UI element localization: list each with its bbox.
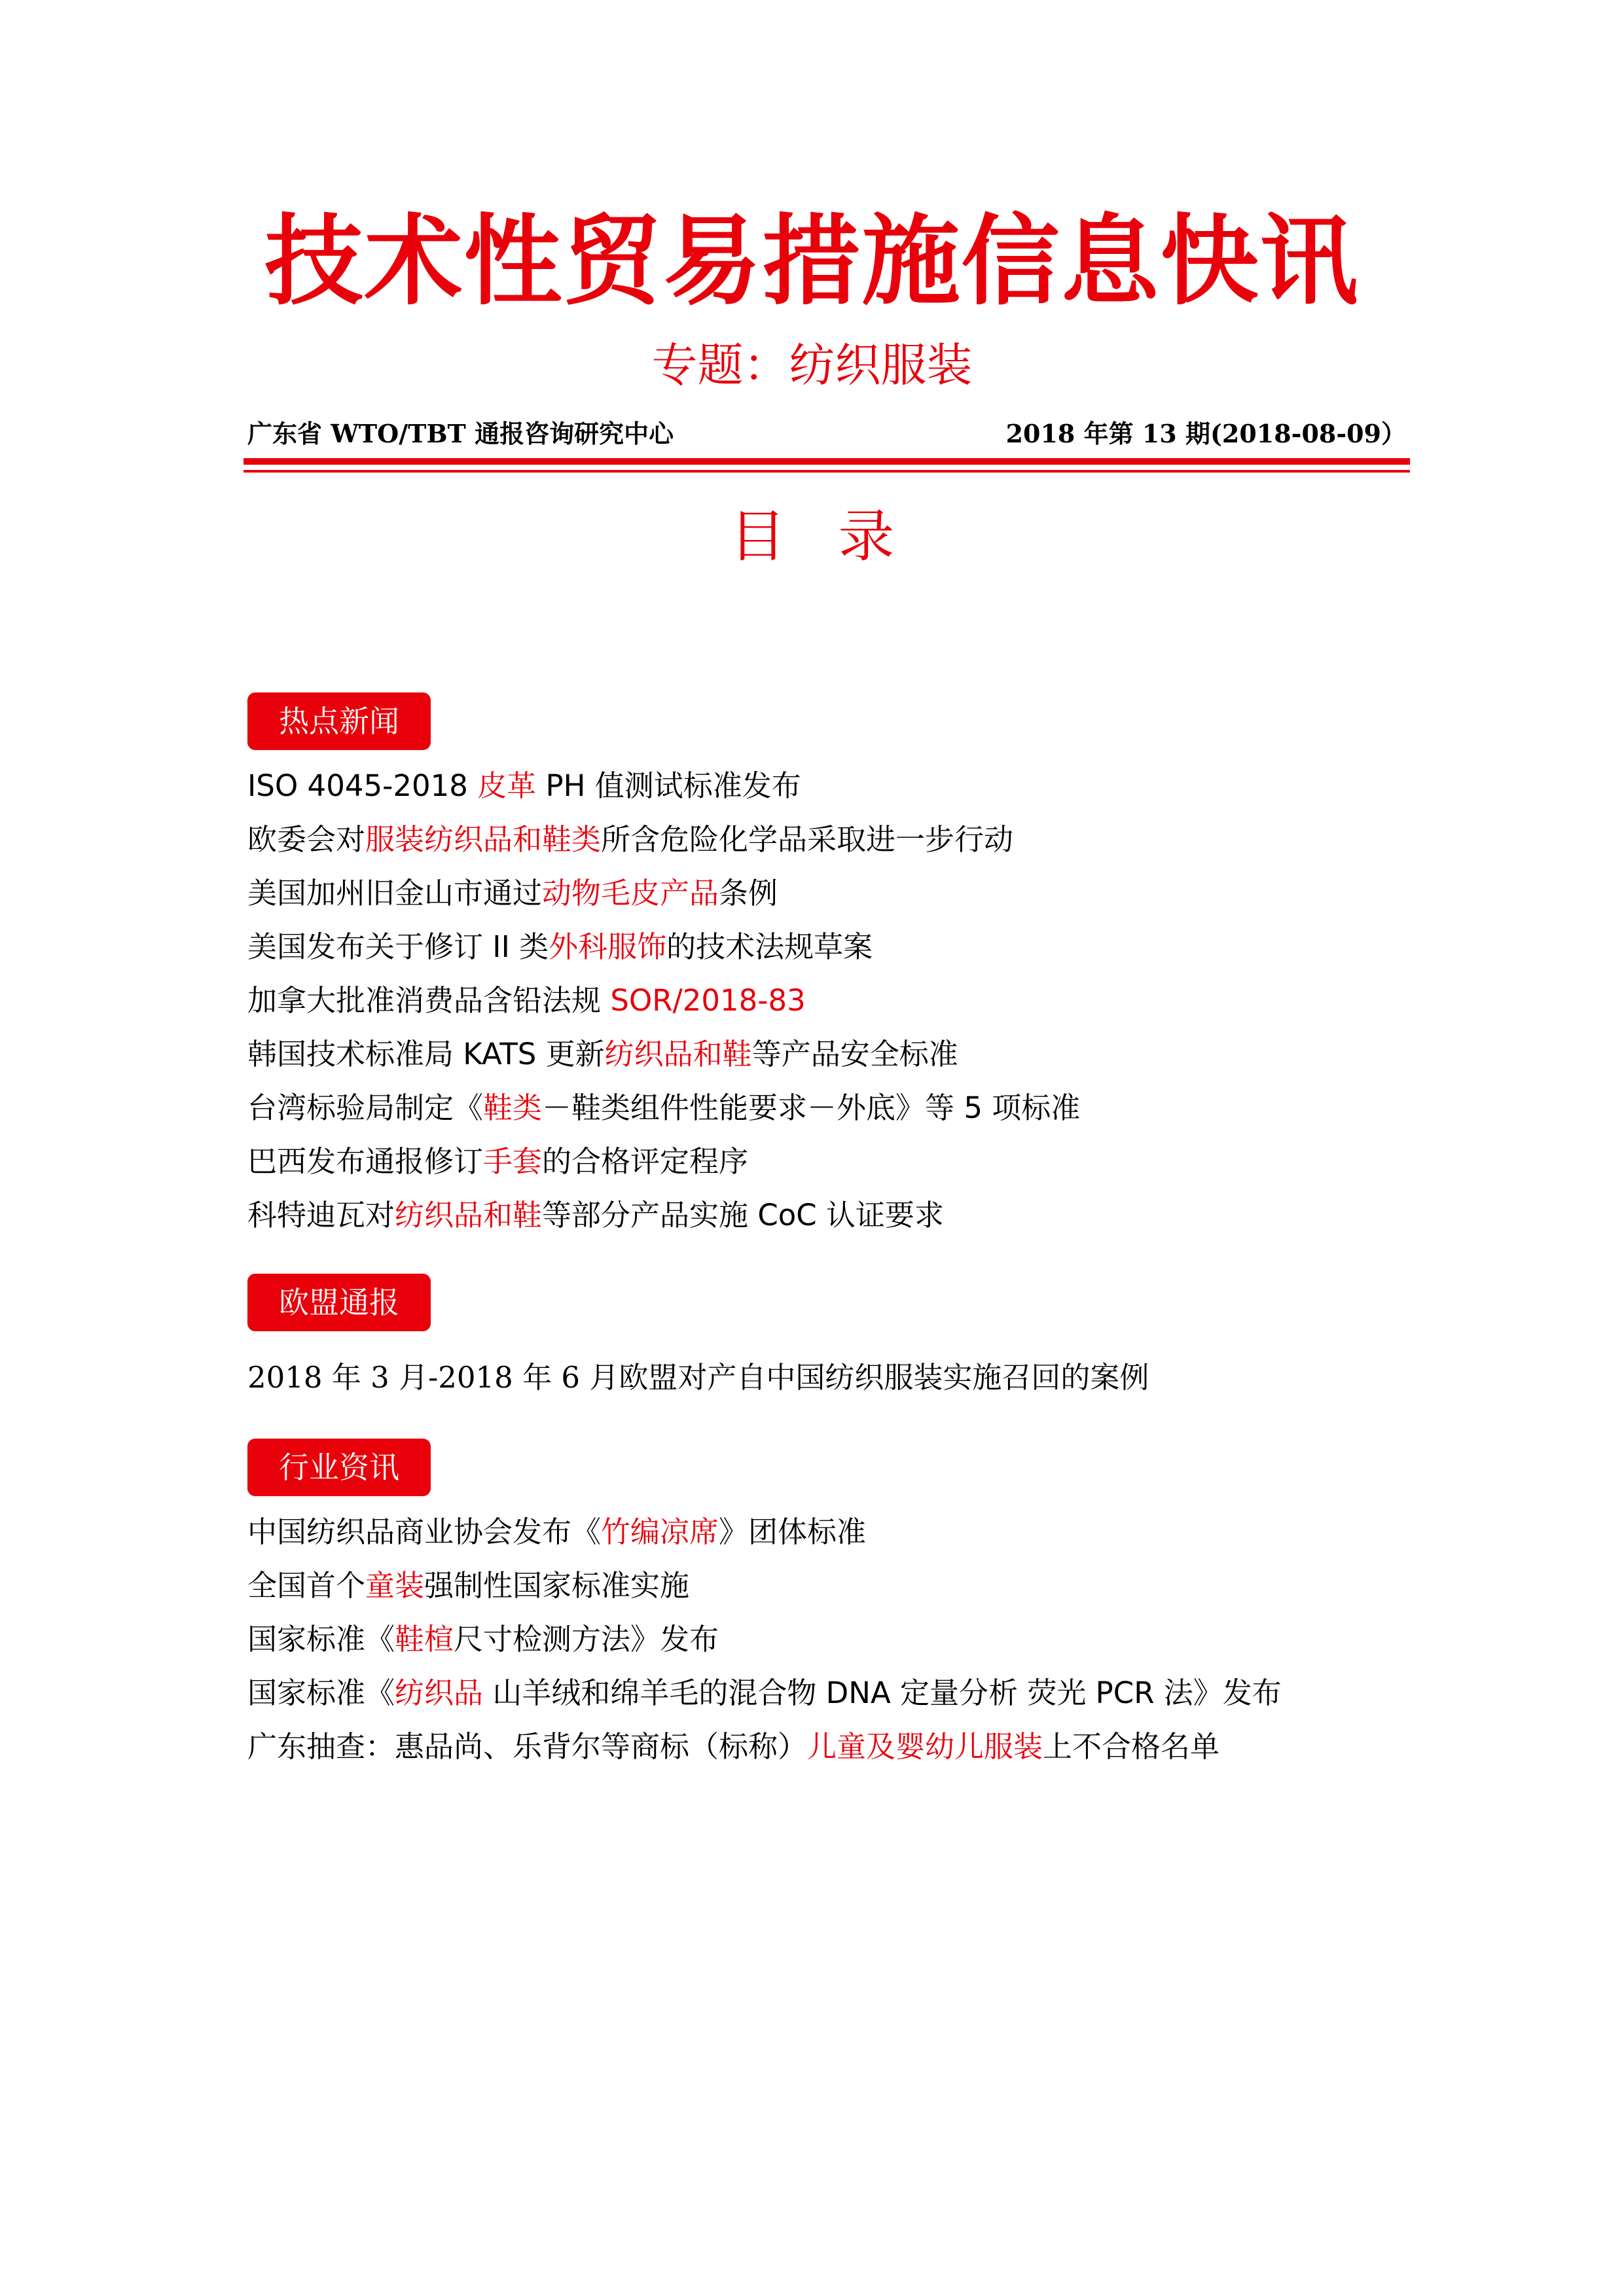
toc-item-text: 的技术法规草案	[666, 929, 873, 964]
issue-number: 2018 年第 13 期(2018-08-09）	[1005, 419, 1406, 448]
toc-item-keyword: 纺织品	[395, 1676, 484, 1710]
toc-item-keyword: 手套	[483, 1144, 543, 1179]
toc-item-keyword: SOR/2018-83	[610, 983, 806, 1018]
toc-item-text: 条例	[719, 876, 778, 910]
toc-item-keyword: 纺织品和鞋	[395, 1198, 543, 1232]
toc-item-text: 上不合格名单	[1043, 1729, 1220, 1764]
toc-item-text: ISO 4045-2018	[247, 768, 478, 803]
section-label-industry-news: 行业资讯	[247, 1439, 431, 1496]
toc-item-text: 尺寸检测方法》发布	[454, 1622, 719, 1657]
toc-item[interactable]	[247, 813, 1426, 867]
header-rule-thick	[244, 458, 1410, 465]
section-items-industry-news	[247, 1505, 1426, 1774]
toc-item-text: 台湾标验局制定《	[247, 1090, 484, 1125]
section-items-eu-notification	[247, 1351, 1426, 1405]
toc-item-text: 山羊绒和绵羊毛的混合物 DNA 定量分析 荧光 PCR 法》发布	[483, 1676, 1282, 1710]
toc-item-text: 科特迪瓦对	[247, 1198, 395, 1232]
toc-item-keyword: 竹编凉席	[601, 1515, 719, 1549]
toc-item-text: 全国首个	[247, 1568, 366, 1603]
toc-item[interactable]	[247, 1613, 1426, 1666]
toc-item-text: 国家标准《	[247, 1676, 395, 1710]
publisher-name: 广东省 WTO/TBT 通报咨询研究中心	[247, 419, 674, 448]
toc-item-keyword: 动物毛皮产品	[542, 876, 719, 910]
toc-item-text: 国家标准《	[247, 1622, 395, 1657]
toc-item-text: 欧委会对	[247, 822, 366, 857]
toc-item-text: 美国发布关于修订 II 类	[247, 929, 549, 964]
toc-item[interactable]	[247, 974, 1426, 1028]
section-items-hot-news	[247, 759, 1426, 1242]
publication-info	[247, 411, 1406, 457]
toc-item[interactable]	[247, 1081, 1426, 1135]
toc-item[interactable]	[247, 1559, 1426, 1613]
newsletter-subtitle: 专题：纺织服装	[651, 338, 973, 392]
section-label-hot-news: 热点新闻	[247, 692, 431, 750]
toc-item-keyword: 服装纺织品和鞋类	[365, 822, 602, 857]
toc-item-text: 韩国技术标准局 KATS 更新	[247, 1037, 605, 1071]
toc-item[interactable]	[247, 1666, 1426, 1720]
toc-item-text: 等部分产品实施 CoC 认证要求	[542, 1198, 945, 1232]
toc-item-text: 巴西发布通报修订	[247, 1144, 484, 1179]
toc-item-keyword: 纺织品和鞋	[604, 1037, 752, 1071]
toc-item-text: 广东抽查：惠品尚、乐背尔等商标（标称）	[247, 1729, 808, 1764]
toc-heading: 目录	[729, 504, 947, 569]
section-label-eu-notification: 欧盟通报	[247, 1274, 431, 1331]
toc-item[interactable]	[247, 920, 1426, 974]
toc-item[interactable]	[247, 867, 1426, 920]
header-rule-thin	[244, 470, 1410, 473]
toc-item-text: －鞋类组件性能要求－外底》等 5 项标准	[542, 1090, 1081, 1125]
toc-item[interactable]	[247, 1028, 1426, 1081]
toc-item-keyword: 鞋楦	[395, 1622, 454, 1657]
toc-item-keyword: 童装	[365, 1568, 425, 1603]
toc-item[interactable]	[247, 1505, 1426, 1559]
toc-item-text: 》团体标准	[719, 1515, 867, 1549]
toc-item-text: PH 值测试标准发布	[536, 768, 801, 803]
toc-item-text: 中国纺织品商业协会发布《	[247, 1515, 602, 1549]
toc-item-text: 等产品安全标准	[751, 1037, 958, 1071]
toc-item-keyword: 皮革	[477, 768, 537, 803]
toc-item-text: 加拿大批准消费品含铅法规	[247, 983, 611, 1018]
toc-item-keyword: 儿童及婴幼儿服装	[807, 1729, 1043, 1764]
toc-item-text: 所含危险化学品采取进一步行动	[601, 822, 1014, 857]
toc-item[interactable]	[247, 1135, 1426, 1189]
newsletter-title: 技术性贸易措施信息快讯	[264, 205, 1360, 319]
toc-item[interactable]	[247, 759, 1426, 813]
toc-item[interactable]	[247, 1189, 1426, 1242]
toc-item-text: 美国加州旧金山市通过	[247, 876, 543, 910]
toc-item-text: 强制性国家标准实施	[424, 1568, 690, 1603]
toc-item[interactable]	[247, 1720, 1426, 1774]
toc-item-text: 2018 年 3 月-2018 年 6 月欧盟对产自中国纺织服装实施召回的案例	[247, 1360, 1149, 1395]
toc-item-keyword: 外科服饰	[549, 929, 667, 964]
toc-item-text: 的合格评定程序	[542, 1144, 749, 1179]
toc-item[interactable]	[247, 1351, 1426, 1405]
toc-item-keyword: 鞋类	[483, 1090, 543, 1125]
